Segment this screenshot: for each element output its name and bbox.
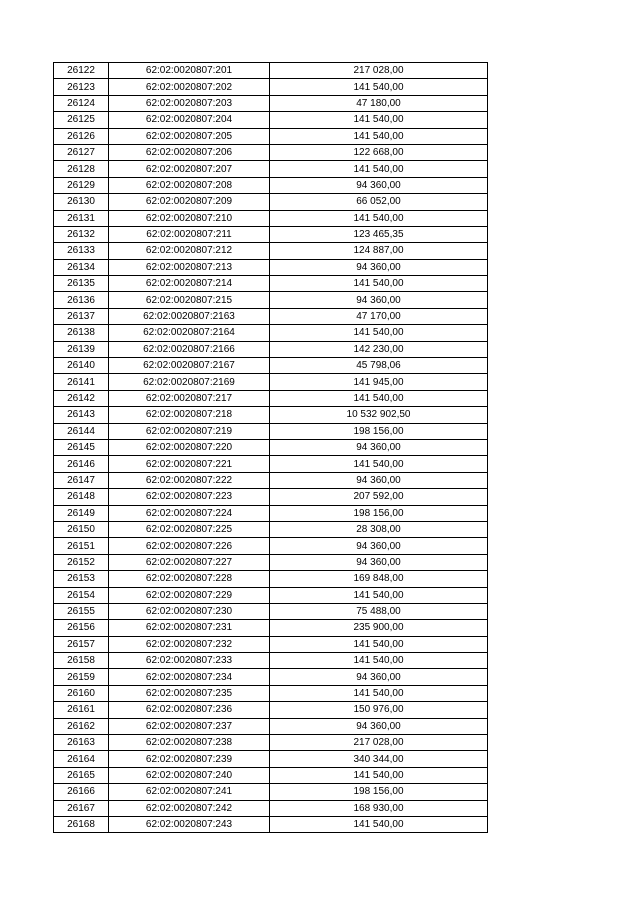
- table-row: [54, 702, 488, 718]
- table-row: [54, 505, 488, 521]
- row-number-cell: 26122: [54, 63, 109, 79]
- row-number-cell: 26147: [54, 472, 109, 488]
- cadastral-number-cell: 62:02:0020807:202: [109, 79, 270, 95]
- value-cell: 141 540,00: [270, 685, 488, 701]
- table-row: [54, 276, 488, 292]
- table-row: [54, 800, 488, 816]
- cadastral-number-cell: 62:02:0020807:226: [109, 538, 270, 554]
- table-row: [54, 325, 488, 341]
- table-row: [54, 767, 488, 783]
- cadastral-number-cell: 62:02:0020807:222: [109, 472, 270, 488]
- value-cell: 122 668,00: [270, 144, 488, 160]
- row-number-cell: 26128: [54, 161, 109, 177]
- cadastral-number-cell: 62:02:0020807:242: [109, 800, 270, 816]
- table-row: [54, 538, 488, 554]
- row-number-cell: 26153: [54, 571, 109, 587]
- value-cell: 141 540,00: [270, 816, 488, 832]
- table-row: [54, 390, 488, 406]
- cadastral-number-cell: 62:02:0020807:235: [109, 685, 270, 701]
- value-cell: 168 930,00: [270, 800, 488, 816]
- cadastral-number-cell: 62:02:0020807:232: [109, 636, 270, 652]
- table-row: [54, 718, 488, 734]
- row-number-cell: 26152: [54, 554, 109, 570]
- cadastral-number-cell: 62:02:0020807:212: [109, 243, 270, 259]
- value-cell: 47 170,00: [270, 308, 488, 324]
- value-cell: 141 540,00: [270, 767, 488, 783]
- table-row: [54, 489, 488, 505]
- value-cell: 124 887,00: [270, 243, 488, 259]
- table-row: [54, 816, 488, 832]
- row-number-cell: 26166: [54, 784, 109, 800]
- table-row: [54, 620, 488, 636]
- row-number-cell: 26142: [54, 390, 109, 406]
- value-cell: 141 540,00: [270, 161, 488, 177]
- cadastral-number-cell: 62:02:0020807:218: [109, 407, 270, 423]
- value-cell: 141 540,00: [270, 128, 488, 144]
- row-number-cell: 26162: [54, 718, 109, 734]
- table-row: [54, 144, 488, 160]
- table-row: [54, 194, 488, 210]
- row-number-cell: 26137: [54, 308, 109, 324]
- table-row: [54, 161, 488, 177]
- table-row: [54, 735, 488, 751]
- row-number-cell: 26144: [54, 423, 109, 439]
- table-row: [54, 112, 488, 128]
- row-number-cell: 26154: [54, 587, 109, 603]
- cadastral-number-cell: 62:02:0020807:227: [109, 554, 270, 570]
- data-table: [53, 62, 488, 833]
- row-number-cell: 26138: [54, 325, 109, 341]
- value-cell: 141 540,00: [270, 210, 488, 226]
- table-row: [54, 210, 488, 226]
- row-number-cell: 26148: [54, 489, 109, 505]
- value-cell: 45 798,06: [270, 358, 488, 374]
- cadastral-number-cell: 62:02:0020807:201: [109, 63, 270, 79]
- cadastral-number-cell: 62:02:0020807:233: [109, 653, 270, 669]
- value-cell: 94 360,00: [270, 472, 488, 488]
- value-cell: 94 360,00: [270, 177, 488, 193]
- value-cell: 141 540,00: [270, 587, 488, 603]
- cadastral-number-cell: 62:02:0020807:243: [109, 816, 270, 832]
- table-row: [54, 407, 488, 423]
- row-number-cell: 26156: [54, 620, 109, 636]
- cadastral-number-cell: 62:02:0020807:209: [109, 194, 270, 210]
- row-number-cell: 26123: [54, 79, 109, 95]
- row-number-cell: 26163: [54, 735, 109, 751]
- row-number-cell: 26130: [54, 194, 109, 210]
- value-cell: 66 052,00: [270, 194, 488, 210]
- value-cell: 47 180,00: [270, 95, 488, 111]
- table-row: [54, 653, 488, 669]
- row-number-cell: 26133: [54, 243, 109, 259]
- value-cell: 94 360,00: [270, 554, 488, 570]
- cadastral-number-cell: 62:02:0020807:2167: [109, 358, 270, 374]
- cadastral-number-cell: 62:02:0020807:2169: [109, 374, 270, 390]
- table-row: [54, 358, 488, 374]
- value-cell: 169 848,00: [270, 571, 488, 587]
- value-cell: 94 360,00: [270, 669, 488, 685]
- table-row: [54, 226, 488, 242]
- cadastral-number-cell: 62:02:0020807:221: [109, 456, 270, 472]
- cadastral-number-cell: 62:02:0020807:220: [109, 439, 270, 455]
- row-number-cell: 26132: [54, 226, 109, 242]
- row-number-cell: 26127: [54, 144, 109, 160]
- row-number-cell: 26164: [54, 751, 109, 767]
- row-number-cell: 26135: [54, 276, 109, 292]
- cadastral-number-cell: 62:02:0020807:240: [109, 767, 270, 783]
- row-number-cell: 26150: [54, 521, 109, 537]
- row-number-cell: 26158: [54, 653, 109, 669]
- cadastral-number-cell: 62:02:0020807:241: [109, 784, 270, 800]
- row-number-cell: 26165: [54, 767, 109, 783]
- cadastral-number-cell: 62:02:0020807:213: [109, 259, 270, 275]
- row-number-cell: 26157: [54, 636, 109, 652]
- cadastral-number-cell: 62:02:0020807:224: [109, 505, 270, 521]
- row-number-cell: 26141: [54, 374, 109, 390]
- table-row: [54, 554, 488, 570]
- cadastral-number-cell: 62:02:0020807:225: [109, 521, 270, 537]
- table-row: [54, 79, 488, 95]
- cadastral-number-cell: 62:02:0020807:228: [109, 571, 270, 587]
- cadastral-number-cell: 62:02:0020807:208: [109, 177, 270, 193]
- value-cell: 141 540,00: [270, 325, 488, 341]
- table-row: [54, 128, 488, 144]
- cadastral-number-cell: 62:02:0020807:2163: [109, 308, 270, 324]
- row-number-cell: 26145: [54, 439, 109, 455]
- value-cell: 28 308,00: [270, 521, 488, 537]
- table-row: [54, 259, 488, 275]
- value-cell: 217 028,00: [270, 63, 488, 79]
- row-number-cell: 26136: [54, 292, 109, 308]
- cadastral-number-cell: 62:02:0020807:229: [109, 587, 270, 603]
- table-row: [54, 63, 488, 79]
- value-cell: 142 230,00: [270, 341, 488, 357]
- value-cell: 207 592,00: [270, 489, 488, 505]
- row-number-cell: 26155: [54, 603, 109, 619]
- cadastral-number-cell: 62:02:0020807:215: [109, 292, 270, 308]
- table-row: [54, 636, 488, 652]
- value-cell: 94 360,00: [270, 538, 488, 554]
- value-cell: 235 900,00: [270, 620, 488, 636]
- cadastral-number-cell: 62:02:0020807:236: [109, 702, 270, 718]
- value-cell: 141 945,00: [270, 374, 488, 390]
- table-row: [54, 751, 488, 767]
- table-row: [54, 587, 488, 603]
- table-row: [54, 685, 488, 701]
- row-number-cell: 26140: [54, 358, 109, 374]
- value-cell: 340 344,00: [270, 751, 488, 767]
- cadastral-number-cell: 62:02:0020807:207: [109, 161, 270, 177]
- value-cell: 123 465,35: [270, 226, 488, 242]
- table-row: [54, 603, 488, 619]
- table-row: [54, 95, 488, 111]
- cadastral-number-cell: 62:02:0020807:239: [109, 751, 270, 767]
- table-row: [54, 521, 488, 537]
- row-number-cell: 26149: [54, 505, 109, 521]
- cadastral-number-cell: 62:02:0020807:2164: [109, 325, 270, 341]
- value-cell: 141 540,00: [270, 456, 488, 472]
- value-cell: 198 156,00: [270, 784, 488, 800]
- cadastral-number-cell: 62:02:0020807:231: [109, 620, 270, 636]
- cadastral-number-cell: 62:02:0020807:238: [109, 735, 270, 751]
- value-cell: 141 540,00: [270, 276, 488, 292]
- table-row: [54, 571, 488, 587]
- table-row: [54, 423, 488, 439]
- table-row: [54, 374, 488, 390]
- value-cell: 217 028,00: [270, 735, 488, 751]
- row-number-cell: 26129: [54, 177, 109, 193]
- value-cell: 94 360,00: [270, 718, 488, 734]
- table-row: [54, 472, 488, 488]
- table-body: [54, 63, 488, 833]
- table-row: [54, 292, 488, 308]
- cadastral-number-cell: 62:02:0020807:223: [109, 489, 270, 505]
- cadastral-number-cell: 62:02:0020807:205: [109, 128, 270, 144]
- value-cell: 75 488,00: [270, 603, 488, 619]
- cadastral-number-cell: 62:02:0020807:206: [109, 144, 270, 160]
- table-row: [54, 669, 488, 685]
- value-cell: 94 360,00: [270, 259, 488, 275]
- table-row: [54, 456, 488, 472]
- row-number-cell: 26168: [54, 816, 109, 832]
- row-number-cell: 26124: [54, 95, 109, 111]
- table-row: [54, 784, 488, 800]
- row-number-cell: 26167: [54, 800, 109, 816]
- value-cell: 94 360,00: [270, 292, 488, 308]
- table-row: [54, 177, 488, 193]
- row-number-cell: 26131: [54, 210, 109, 226]
- row-number-cell: 26125: [54, 112, 109, 128]
- row-number-cell: 26151: [54, 538, 109, 554]
- value-cell: 141 540,00: [270, 636, 488, 652]
- table-row: [54, 308, 488, 324]
- value-cell: 141 540,00: [270, 79, 488, 95]
- table-row: [54, 439, 488, 455]
- row-number-cell: 26139: [54, 341, 109, 357]
- table-row: [54, 341, 488, 357]
- cadastral-number-cell: 62:02:0020807:204: [109, 112, 270, 128]
- value-cell: 141 540,00: [270, 390, 488, 406]
- value-cell: 198 156,00: [270, 505, 488, 521]
- cadastral-number-cell: 62:02:0020807:219: [109, 423, 270, 439]
- row-number-cell: 26160: [54, 685, 109, 701]
- row-number-cell: 26159: [54, 669, 109, 685]
- cadastral-number-cell: 62:02:0020807:237: [109, 718, 270, 734]
- cadastral-number-cell: 62:02:0020807:2166: [109, 341, 270, 357]
- value-cell: 141 540,00: [270, 112, 488, 128]
- value-cell: 150 976,00: [270, 702, 488, 718]
- value-cell: 94 360,00: [270, 439, 488, 455]
- cadastral-number-cell: 62:02:0020807:217: [109, 390, 270, 406]
- row-number-cell: 26161: [54, 702, 109, 718]
- cadastral-number-cell: 62:02:0020807:230: [109, 603, 270, 619]
- table-row: [54, 243, 488, 259]
- row-number-cell: 26134: [54, 259, 109, 275]
- value-cell: 10 532 902,50: [270, 407, 488, 423]
- cadastral-number-cell: 62:02:0020807:214: [109, 276, 270, 292]
- cadastral-number-cell: 62:02:0020807:211: [109, 226, 270, 242]
- value-cell: 141 540,00: [270, 653, 488, 669]
- cadastral-number-cell: 62:02:0020807:234: [109, 669, 270, 685]
- row-number-cell: 26146: [54, 456, 109, 472]
- cadastral-number-cell: 62:02:0020807:210: [109, 210, 270, 226]
- row-number-cell: 26143: [54, 407, 109, 423]
- value-cell: 198 156,00: [270, 423, 488, 439]
- row-number-cell: 26126: [54, 128, 109, 144]
- cadastral-number-cell: 62:02:0020807:203: [109, 95, 270, 111]
